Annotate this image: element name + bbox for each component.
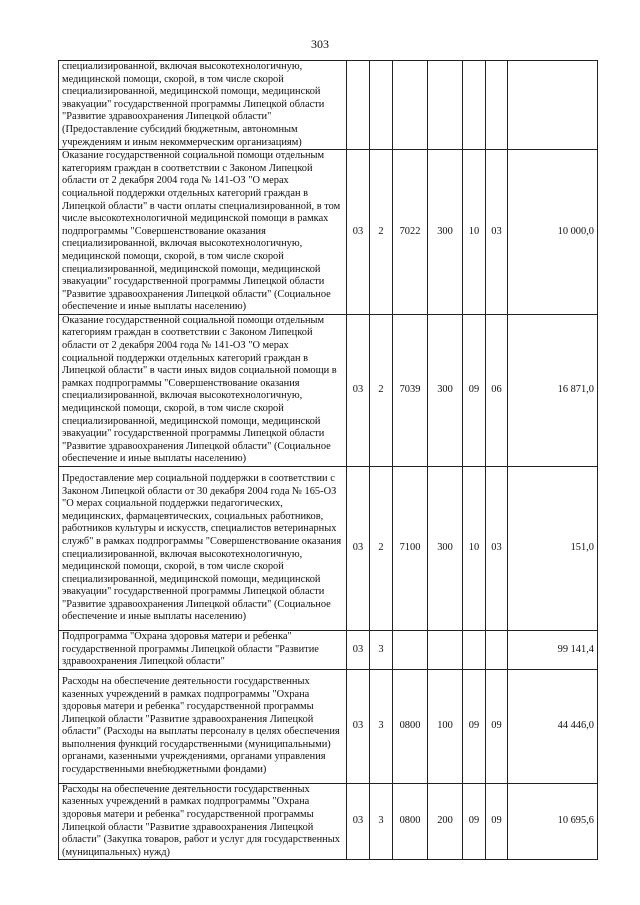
program-code: 03 bbox=[347, 314, 370, 466]
subprogram-code: 2 bbox=[370, 150, 393, 315]
amount-cell: 151,0 bbox=[508, 467, 598, 631]
row-description: Расходы на обеспечение деятельности государственных казенных учреждений в рамках подпрограммы "Охрана здоровья матери и ребенка" государственной программы Липецкой области "Развитие здравоохранения Липецкой области" (Расходы на выплаты персоналу в целях обеспечения выполнения функций государственными (муниципальными) органами, казенными учреждениями, органами управления государственными внебюджетными фондами) bbox=[59, 669, 347, 783]
direction-code: 7100 bbox=[393, 467, 428, 631]
amount-cell: 10 000,0 bbox=[508, 150, 598, 315]
program-code bbox=[347, 61, 370, 150]
expense-type-code bbox=[428, 61, 463, 150]
amount-cell: 99 141,4 bbox=[508, 631, 598, 670]
direction-code: 7022 bbox=[393, 150, 428, 315]
expense-type-code: 200 bbox=[428, 783, 463, 860]
table-row bbox=[59, 631, 598, 670]
row-description: Расходы на обеспечение деятельности государственных казенных учреждений в рамках подпрограммы "Охрана здоровья матери и ребенка" государственной программы Липецкой области "Развитие здравоохранения Липецкой области" (Закупка товаров, работ и услуг для государственных (муниципальных) нужд) bbox=[59, 783, 347, 860]
subsection-code: 06 bbox=[486, 314, 508, 466]
direction-code bbox=[393, 61, 428, 150]
subsection-code: 03 bbox=[486, 150, 508, 315]
direction-code: 0800 bbox=[393, 669, 428, 783]
subsection-code: 09 bbox=[486, 783, 508, 860]
row-description: специализированной, включая высокотехнологичную, медицинской помощи, скорой, в том числе скорой специализированной, медицинской помощи, медицинской эвакуации" государственной программы Липецкой области "Развитие здравоохранения Липецкой области" (Предоставление субсидий бюджетным, автономным учреждениям и иным некоммерческим организациям) bbox=[59, 61, 347, 150]
section-code: 10 bbox=[463, 467, 486, 631]
table-row bbox=[59, 467, 598, 631]
table-row bbox=[59, 783, 598, 860]
budget-table bbox=[58, 60, 598, 860]
program-code: 03 bbox=[347, 150, 370, 315]
direction-code bbox=[393, 631, 428, 670]
direction-code: 7039 bbox=[393, 314, 428, 466]
amount-cell: 10 695,6 bbox=[508, 783, 598, 860]
expense-type-code: 300 bbox=[428, 467, 463, 631]
section-code: 09 bbox=[463, 669, 486, 783]
subprogram-code bbox=[370, 61, 393, 150]
subprogram-code: 3 bbox=[370, 631, 393, 670]
program-code: 03 bbox=[347, 467, 370, 631]
expense-type-code bbox=[428, 631, 463, 670]
table-row bbox=[59, 150, 598, 315]
subsection-code: 09 bbox=[486, 669, 508, 783]
program-code: 03 bbox=[347, 631, 370, 670]
subsection-code bbox=[486, 61, 508, 150]
section-code: 09 bbox=[463, 314, 486, 466]
amount-cell: 44 446,0 bbox=[508, 669, 598, 783]
subsection-code: 03 bbox=[486, 467, 508, 631]
row-description: Оказание государственной социальной помощи отдельным категориям граждан в соответствии с Законом Липецкой области от 2 декабря 2004 года № 141-ОЗ "О мерах социальной поддержки отдельных категорий граждан в Липецкой области" в части иных видов социальной помощи в рамках подпрограммы "Совершенствование оказания специализированной, включая высокотехнологичную, медицинской помощи, скорой, в том числе скорой специализированной, медицинской помощи, медицинской эвакуации" государственной программы Липецкой области "Развитие здравоохранения Липецкой области" (Социальное обеспечение и иные выплаты населению) bbox=[59, 314, 347, 466]
program-code: 03 bbox=[347, 669, 370, 783]
row-description: Предоставление мер социальной поддержки в соответствии с Законом Липецкой области от 30 декабря 2004 года № 165-ОЗ "О мерах социальной поддержки педагогических, медицинских, фармацевтических, социальных работников, работников культуры и искусств, специалистов ветеринарных служб" в рамках подпрограммы "Совершенствование оказания специализированной, включая высокотехнологичную, медицинской помощи, скорой, в том числе скорой специализированной, медицинской помощи, медицинской эвакуации" государственной программы Липецкой области "Развитие здравоохранения Липецкой области" (Социальное обеспечение и иные выплаты населению) bbox=[59, 467, 347, 631]
section-code: 10 bbox=[463, 150, 486, 315]
program-code: 03 bbox=[347, 783, 370, 860]
row-description: Оказание государственной социальной помощи отдельным категориям граждан в соответствии с Законом Липецкой области от 2 декабря 2004 года № 141-ОЗ "О мерах социальной поддержки отдельных категорий граждан в Липецкой области" в части оплаты специализированной, в том числе высокотехнологичной медицинской помощи в рамках подпрограммы "Совершенствование оказания специализированной, включая высокотехнологичную, медицинской помощи, скорой, в том числе скорой специализированной, медицинской помощи, медицинской эвакуации" государственной программы Липецкой области "Развитие здравоохранения Липецкой области" (Социальное обеспечение и иные выплаты населению) bbox=[59, 150, 347, 315]
subprogram-code: 2 bbox=[370, 467, 393, 631]
direction-code: 0800 bbox=[393, 783, 428, 860]
table-row bbox=[59, 669, 598, 783]
subprogram-code: 2 bbox=[370, 314, 393, 466]
table-row bbox=[59, 314, 598, 466]
page-number: 303 bbox=[311, 37, 329, 51]
section-code: 09 bbox=[463, 783, 486, 860]
amount-cell bbox=[508, 61, 598, 150]
subprogram-code: 3 bbox=[370, 783, 393, 860]
table-row bbox=[59, 61, 598, 150]
section-code bbox=[463, 61, 486, 150]
section-code bbox=[463, 631, 486, 670]
amount-cell: 16 871,0 bbox=[508, 314, 598, 466]
expense-type-code: 100 bbox=[428, 669, 463, 783]
expense-type-code: 300 bbox=[428, 314, 463, 466]
subprogram-code: 3 bbox=[370, 669, 393, 783]
row-description: Подпрограмма "Охрана здоровья матери и ребенка" государственной программы Липецкой области "Развитие здравоохранения Липецкой области" bbox=[59, 631, 347, 670]
subsection-code bbox=[486, 631, 508, 670]
expense-type-code: 300 bbox=[428, 150, 463, 315]
